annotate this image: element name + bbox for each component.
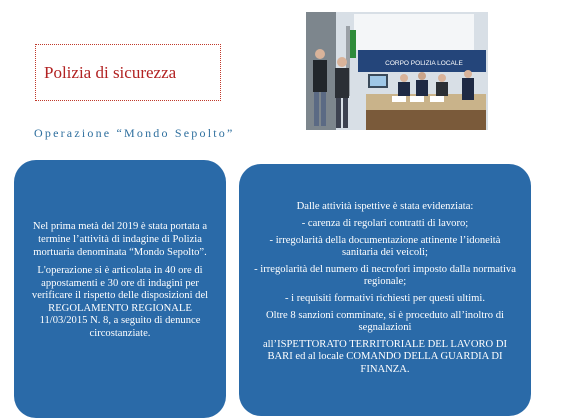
right-info-panel: [239, 164, 531, 416]
right-panel-sanctions: Oltre 8 sanzioni comminate, si è proceduto all’inoltro di segnalazioni: [265, 309, 504, 334]
banner-sign-text: CORPO POLIZIA LOCALE: [385, 60, 463, 67]
right-panel-item-4: - i requisiti formativi richiesti per questi ultimi.: [284, 293, 486, 304]
right-panel-item-1: - carenza di regolari contratti di lavoro;: [301, 218, 469, 230]
title-box: [35, 44, 221, 101]
right-panel-intro: Dalle attività ispettive è stata evidenziata:: [296, 201, 474, 213]
slide-subtitle: Operazione “Mondo Sepolto”: [34, 126, 235, 140]
slide-title: Polizia di sicurezza: [44, 62, 177, 82]
right-panel-recipients: all’ISPETTORATO TERRITORIALE DEL LAVORO DI BARI ed al locale COMANDO DELLA GUARDIA DI FINANZA.: [262, 338, 508, 375]
right-panel-item-2: - irregolarità della documentazione attinente l’idoneità sanitaria dei veicoli;: [269, 234, 501, 259]
left-info-panel: [14, 160, 226, 418]
left-panel-paragraph-2: L'operazione si è articolata in 40 ore di appostamenti e 30 ore di indagini per verificare il rispetto delle disposizioni del REGOLAMENTO REGIONALE 11/03/2015 N. 8, a seguito di denunce circostanziate.: [31, 265, 209, 340]
left-panel-paragraph-1: Nel prima metà del 2019 è stata portata a termine l’attività di indagine di Polizia mortuaria denominata “Mondo Sepolto”.: [32, 221, 208, 258]
right-panel-item-3: - irregolarità del numero di necrofori imposto dalla normativa regionale;: [254, 263, 516, 288]
press-conference-photo: [306, 12, 488, 130]
